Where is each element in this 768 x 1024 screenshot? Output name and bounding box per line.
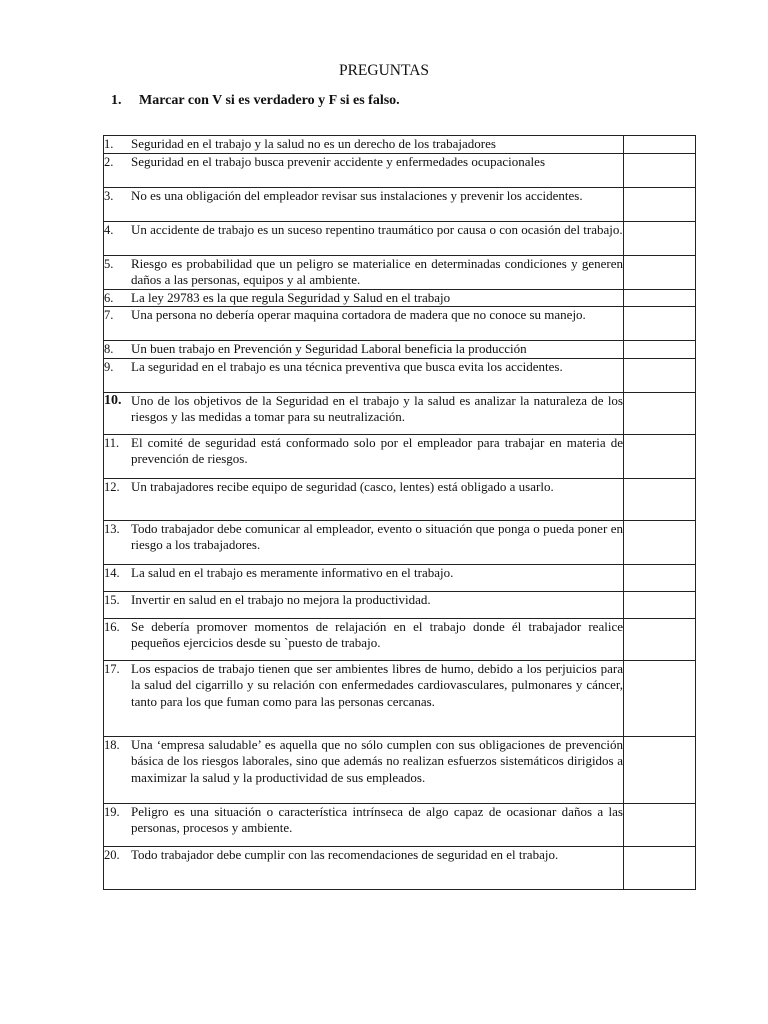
answer-cell[interactable] — [624, 591, 696, 618]
question-line — [104, 847, 623, 864]
answer-cell[interactable] — [624, 660, 696, 736]
answer-cell[interactable] — [624, 564, 696, 591]
question-text: Un trabajadores recibe equipo de seguridad (casco, lentes) está obligado a usarlo. — [131, 478, 554, 494]
question-number: 3. — [104, 188, 114, 203]
question-row — [104, 307, 696, 341]
question-row — [104, 289, 696, 307]
question-line — [104, 188, 623, 205]
question-cell — [104, 660, 624, 736]
question-number: 19. — [104, 804, 120, 819]
question-number: 5. — [104, 256, 114, 271]
question-number: 8. — [104, 342, 114, 356]
question-text: Una persona no debería operar maquina cortadora de madera que no conoce su manejo. — [131, 307, 586, 322]
question-line — [104, 154, 623, 171]
answer-cell[interactable] — [624, 803, 696, 846]
question-text: No es una obligación del empleador revisar sus instalaciones y prevenir los accidentes. — [131, 187, 583, 203]
question-line — [104, 592, 623, 609]
question-text: Peligro es una situación o característica intrínseca de algo capaz de ocasionar daños a las personas, procesos y ambiente. — [131, 803, 623, 835]
question-number: 13. — [104, 521, 120, 536]
question-cell — [104, 221, 624, 255]
page-title: PREGUNTAS — [338, 62, 430, 79]
answer-cell[interactable] — [624, 358, 696, 392]
question-text: Todo trabajador debe cumplir con las recomendaciones de seguridad en el trabajo. — [131, 846, 559, 862]
question-line — [104, 222, 623, 239]
question-row — [104, 478, 696, 520]
question-text: Uno de los objetivos de la Seguridad en el trabajo y la salud es analizar la naturaleza de los riesgos y las medidas a tomar para su neutralización. — [131, 392, 623, 424]
question-number: 4. — [104, 222, 114, 237]
question-cell — [104, 392, 624, 434]
answer-cell[interactable] — [624, 520, 696, 564]
question-row — [104, 520, 696, 564]
answer-cell[interactable] — [624, 478, 696, 520]
question-number: 16. — [104, 619, 120, 634]
answer-cell[interactable] — [624, 221, 696, 255]
question-number: 12. — [104, 479, 120, 494]
answer-cell[interactable] — [624, 255, 696, 289]
question-row — [104, 392, 696, 434]
question-row — [104, 255, 696, 289]
answer-cell[interactable] — [624, 153, 696, 187]
question-text: La seguridad en el trabajo es una técnica preventiva que busca evita los accidentes. — [131, 358, 563, 374]
question-row — [104, 846, 696, 889]
question-cell — [104, 520, 624, 564]
question-row — [104, 153, 696, 187]
question-cell — [104, 341, 624, 359]
answer-cell[interactable] — [624, 434, 696, 478]
question-number: 9. — [104, 359, 114, 374]
question-text: La salud en el trabajo es meramente informativo en el trabajo. — [131, 564, 454, 580]
question-line — [104, 565, 623, 582]
question-number: 10. — [104, 392, 122, 408]
instruction-number: 1. — [111, 93, 122, 108]
question-text: Se debería promover momentos de relajación en el trabajo donde él trabajador realice pequeños ejercicios desde su `puesto de trabajo. — [131, 618, 623, 650]
question-line — [104, 661, 623, 711]
question-cell — [104, 803, 624, 846]
question-cell — [104, 358, 624, 392]
answer-cell[interactable] — [624, 307, 696, 341]
question-line — [104, 479, 623, 496]
question-text: Un buen trabajo en Prevención y Seguridad Laboral beneficia la producción — [131, 341, 527, 356]
question-number: 15. — [104, 592, 120, 607]
answer-cell[interactable] — [624, 187, 696, 221]
question-line — [104, 136, 623, 153]
question-line — [104, 393, 623, 426]
question-cell — [104, 136, 624, 154]
question-cell — [104, 736, 624, 803]
question-line — [104, 307, 623, 324]
answer-cell[interactable] — [624, 289, 696, 307]
question-row — [104, 221, 696, 255]
question-number: 18. — [104, 737, 120, 752]
answer-cell[interactable] — [624, 341, 696, 359]
question-number: 2. — [104, 154, 114, 169]
answer-cell[interactable] — [624, 136, 696, 154]
question-row — [104, 564, 696, 591]
question-row — [104, 736, 696, 803]
question-cell — [104, 289, 624, 307]
question-text: El comité de seguridad está conformado solo por el empleador para trabajar en materia de prevención de riesgos. — [131, 434, 623, 466]
question-row — [104, 660, 696, 736]
question-text: Seguridad en el trabajo y la salud no es un derecho de los trabajadores — [131, 136, 496, 151]
questions-table — [103, 135, 696, 890]
question-number: 17. — [104, 661, 120, 676]
question-row — [104, 803, 696, 846]
question-line — [104, 341, 623, 358]
question-text: Los espacios de trabajo tienen que ser ambientes libres de humo, debido a los perjuicios para la salud del cigarrillo y su relación con enfermedades cardiovasculares, pulmonares y cáncer, tanto para los que fuman como para las personas cercanas. — [131, 660, 623, 709]
instruction-text: Marcar con V si es verdadero y F si es falso. — [139, 93, 400, 108]
question-cell — [104, 153, 624, 187]
question-cell — [104, 564, 624, 591]
question-row — [104, 187, 696, 221]
question-line — [104, 737, 623, 787]
answer-cell[interactable] — [624, 618, 696, 660]
question-line — [104, 619, 623, 652]
question-number: 7. — [104, 308, 114, 322]
question-number: 6. — [104, 290, 114, 305]
question-text: Todo trabajador debe comunicar al empleador, evento o situación que ponga o pueda poner en riesgo a los trabajadores. — [131, 520, 623, 552]
instruction — [111, 92, 400, 110]
question-number: 11. — [104, 435, 120, 450]
question-text: Seguridad en el trabajo busca prevenir accidente y enfermedades ocupacionales — [131, 153, 546, 169]
question-line — [104, 290, 623, 307]
question-text: Un accidente de trabajo es un suceso repentino traumático por causa o con ocasión del trabajo. — [131, 221, 623, 237]
question-line — [104, 359, 623, 376]
question-cell — [104, 478, 624, 520]
question-number: 14. — [104, 565, 120, 580]
questions-body — [104, 136, 696, 890]
question-text: Riesgo es probabilidad que un peligro se materialice en determinadas condiciones y generen daños a las personas, equipos y al ambiente. — [131, 255, 623, 287]
question-row — [104, 434, 696, 478]
question-row — [104, 618, 696, 660]
question-cell — [104, 255, 624, 289]
question-row — [104, 591, 696, 618]
question-cell — [104, 187, 624, 221]
question-cell — [104, 846, 624, 889]
question-text: Invertir en salud en el trabajo no mejora la productividad. — [131, 591, 431, 607]
question-row — [104, 358, 696, 392]
question-text: Una ‘empresa saludable’ es aquella que no sólo cumplen con sus obligaciones de prevención básica de los riesgos laborales, sino que además no realizan esfuerzos sistemáticos dirigidos a maximizar la salud y la productividad de sus empleados. — [131, 736, 623, 785]
question-text: La ley 29783 es la que regula Seguridad y Salud en el trabajo — [131, 289, 451, 305]
question-number: 1. — [104, 137, 114, 151]
question-cell — [104, 591, 624, 618]
question-cell — [104, 307, 624, 341]
question-line — [104, 521, 623, 554]
question-cell — [104, 434, 624, 478]
answer-cell[interactable] — [624, 736, 696, 803]
answer-cell[interactable] — [624, 392, 696, 434]
question-line — [104, 435, 623, 468]
question-cell — [104, 618, 624, 660]
question-row — [104, 136, 696, 154]
question-line — [104, 804, 623, 837]
question-number: 20. — [104, 847, 120, 862]
question-line — [104, 256, 623, 289]
answer-cell[interactable] — [624, 846, 696, 889]
question-row — [104, 341, 696, 359]
